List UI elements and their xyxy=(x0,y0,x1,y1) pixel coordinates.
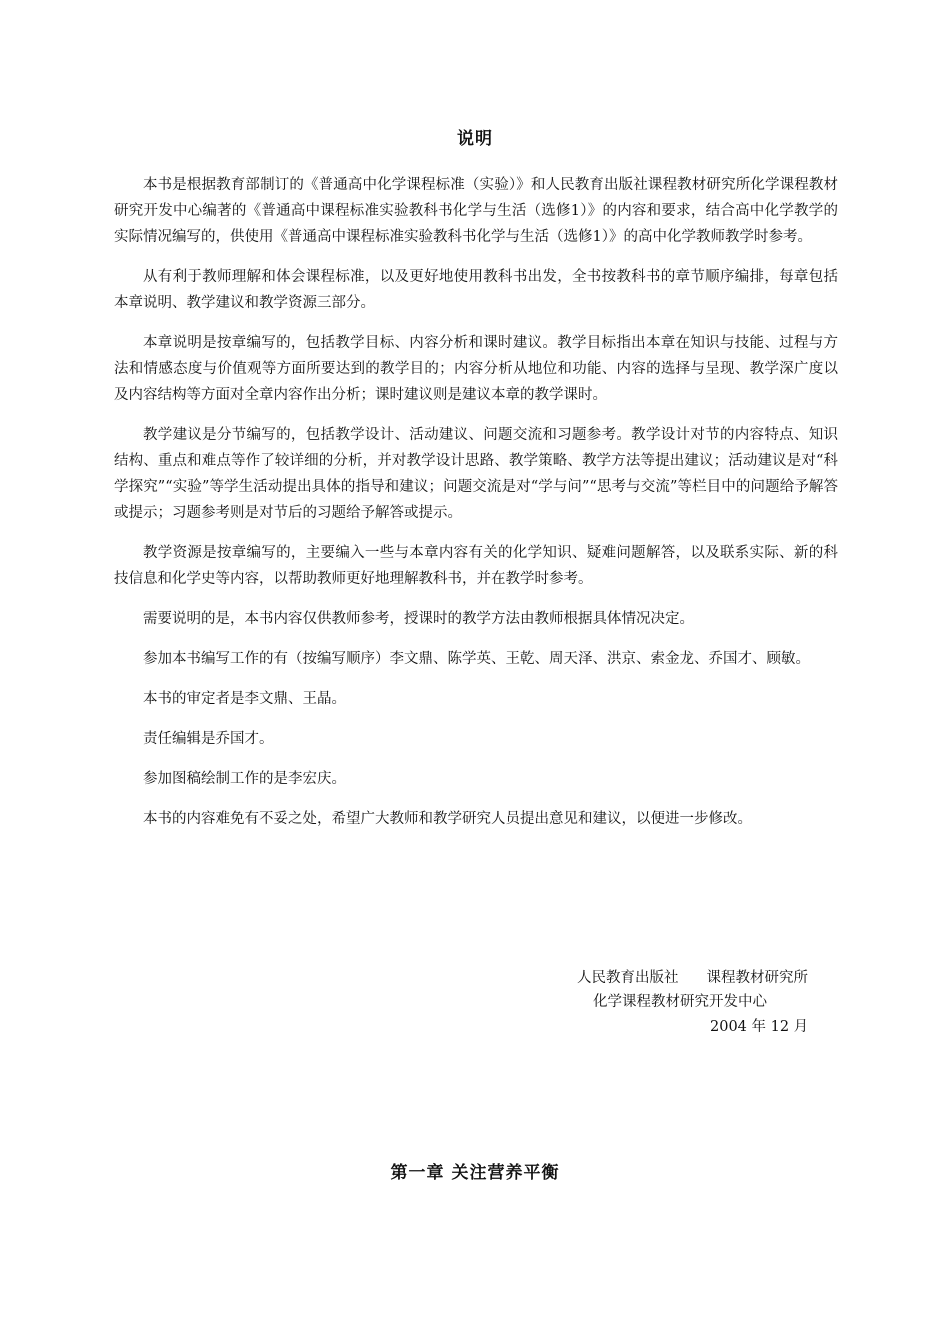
preface-body xyxy=(114,172,838,846)
chapter-heading: 第一章 关注营养平衡 xyxy=(390,1163,560,1183)
signature-publisher-line xyxy=(577,966,808,990)
signature-publisher: 人民教育出版社 xyxy=(577,970,679,986)
paragraph-purpose: 本书是根据教育部制订的《普通高中化学课程标准（实验）》和人民教育出版社课程教材研究所化学课程教材研究开发中心编著的《普通高中课程标准实验教科书化学与生活（选修1）》的内容和要求，结合高中化学教学的实际情况编写的，供使用《普通高中课程标准实验教科书化学与生活（选修1）》的高中化学教师教学时参考。 xyxy=(114,177,838,245)
paragraph-chapter-notes: 本章说明是按章编写的，包括教学目标、内容分析和课时建议。教学目标指出本章在知识与技能、过程与方法和情感态度与价值观等方面所要达到的教学目的；内容分析从地位和功能、内容的选择与呈现、教学深广度以及内容结构等方面对全章内容作出分析；课时建议则是建议本章的教学课时。 xyxy=(114,335,838,403)
paragraph-teaching-suggestions: 教学建议是分节编写的，包括教学设计、活动建议、问题交流和习题参考。教学设计对节的内容特点、知识结构、重点和难点等作了较详细的分析，并对教学设计思路、教学策略、教学方法等提出建议；活动建议是对“科学探究”“实验”等学生活动提出具体的指导和建议；问题交流是对“学与问”“思考与交流”等栏目中的问题给予解答或提示；习题参考则是对节后的习题给予解答或提示。 xyxy=(114,427,838,521)
signature-center: 化学课程教材研究开发中心 xyxy=(593,994,767,1010)
paragraph-teaching-resources: 教学资源是按章编写的，主要编入一些与本章内容有关的化学知识、疑难问题解答，以及联系实际、新的科技信息和化学史等内容，以帮助教师更好地理解教科书，并在教学时参考。 xyxy=(114,545,838,587)
paragraph-structure: 从有利于教师理解和体会课程标准，以及更好地使用教科书出发，全书按教科书的章节顺序编排，每章包括本章说明、教学建议和教学资源三部分。 xyxy=(114,269,838,311)
paragraph-reviewers: 本书的审定者是李文鼎、王晶。 xyxy=(143,691,346,707)
paragraph-editor: 责任编辑是乔国才。 xyxy=(143,731,274,747)
signature-date: 2004 年 12 月 xyxy=(710,1019,809,1035)
signature-institute: 课程教材研究所 xyxy=(706,970,808,986)
paragraph-disclaimer: 需要说明的是，本书内容仅供教师参考，授课时的教学方法由教师根据具体情况决定。 xyxy=(143,611,694,627)
paragraph-authors: 参加本书编写工作的有（按编写顺序）李文鼎、陈学英、王乾、周天泽、洪京、索金龙、乔国才、顾敏。 xyxy=(143,651,810,667)
paragraph-feedback: 本书的内容难免有不妥之处，希望广大教师和教学研究人员提出意见和建议，以便进一步修改。 xyxy=(143,811,752,827)
paragraph-illustrator: 参加图稿绘制工作的是李宏庆。 xyxy=(143,771,346,787)
page-title: 说明 xyxy=(457,129,493,149)
